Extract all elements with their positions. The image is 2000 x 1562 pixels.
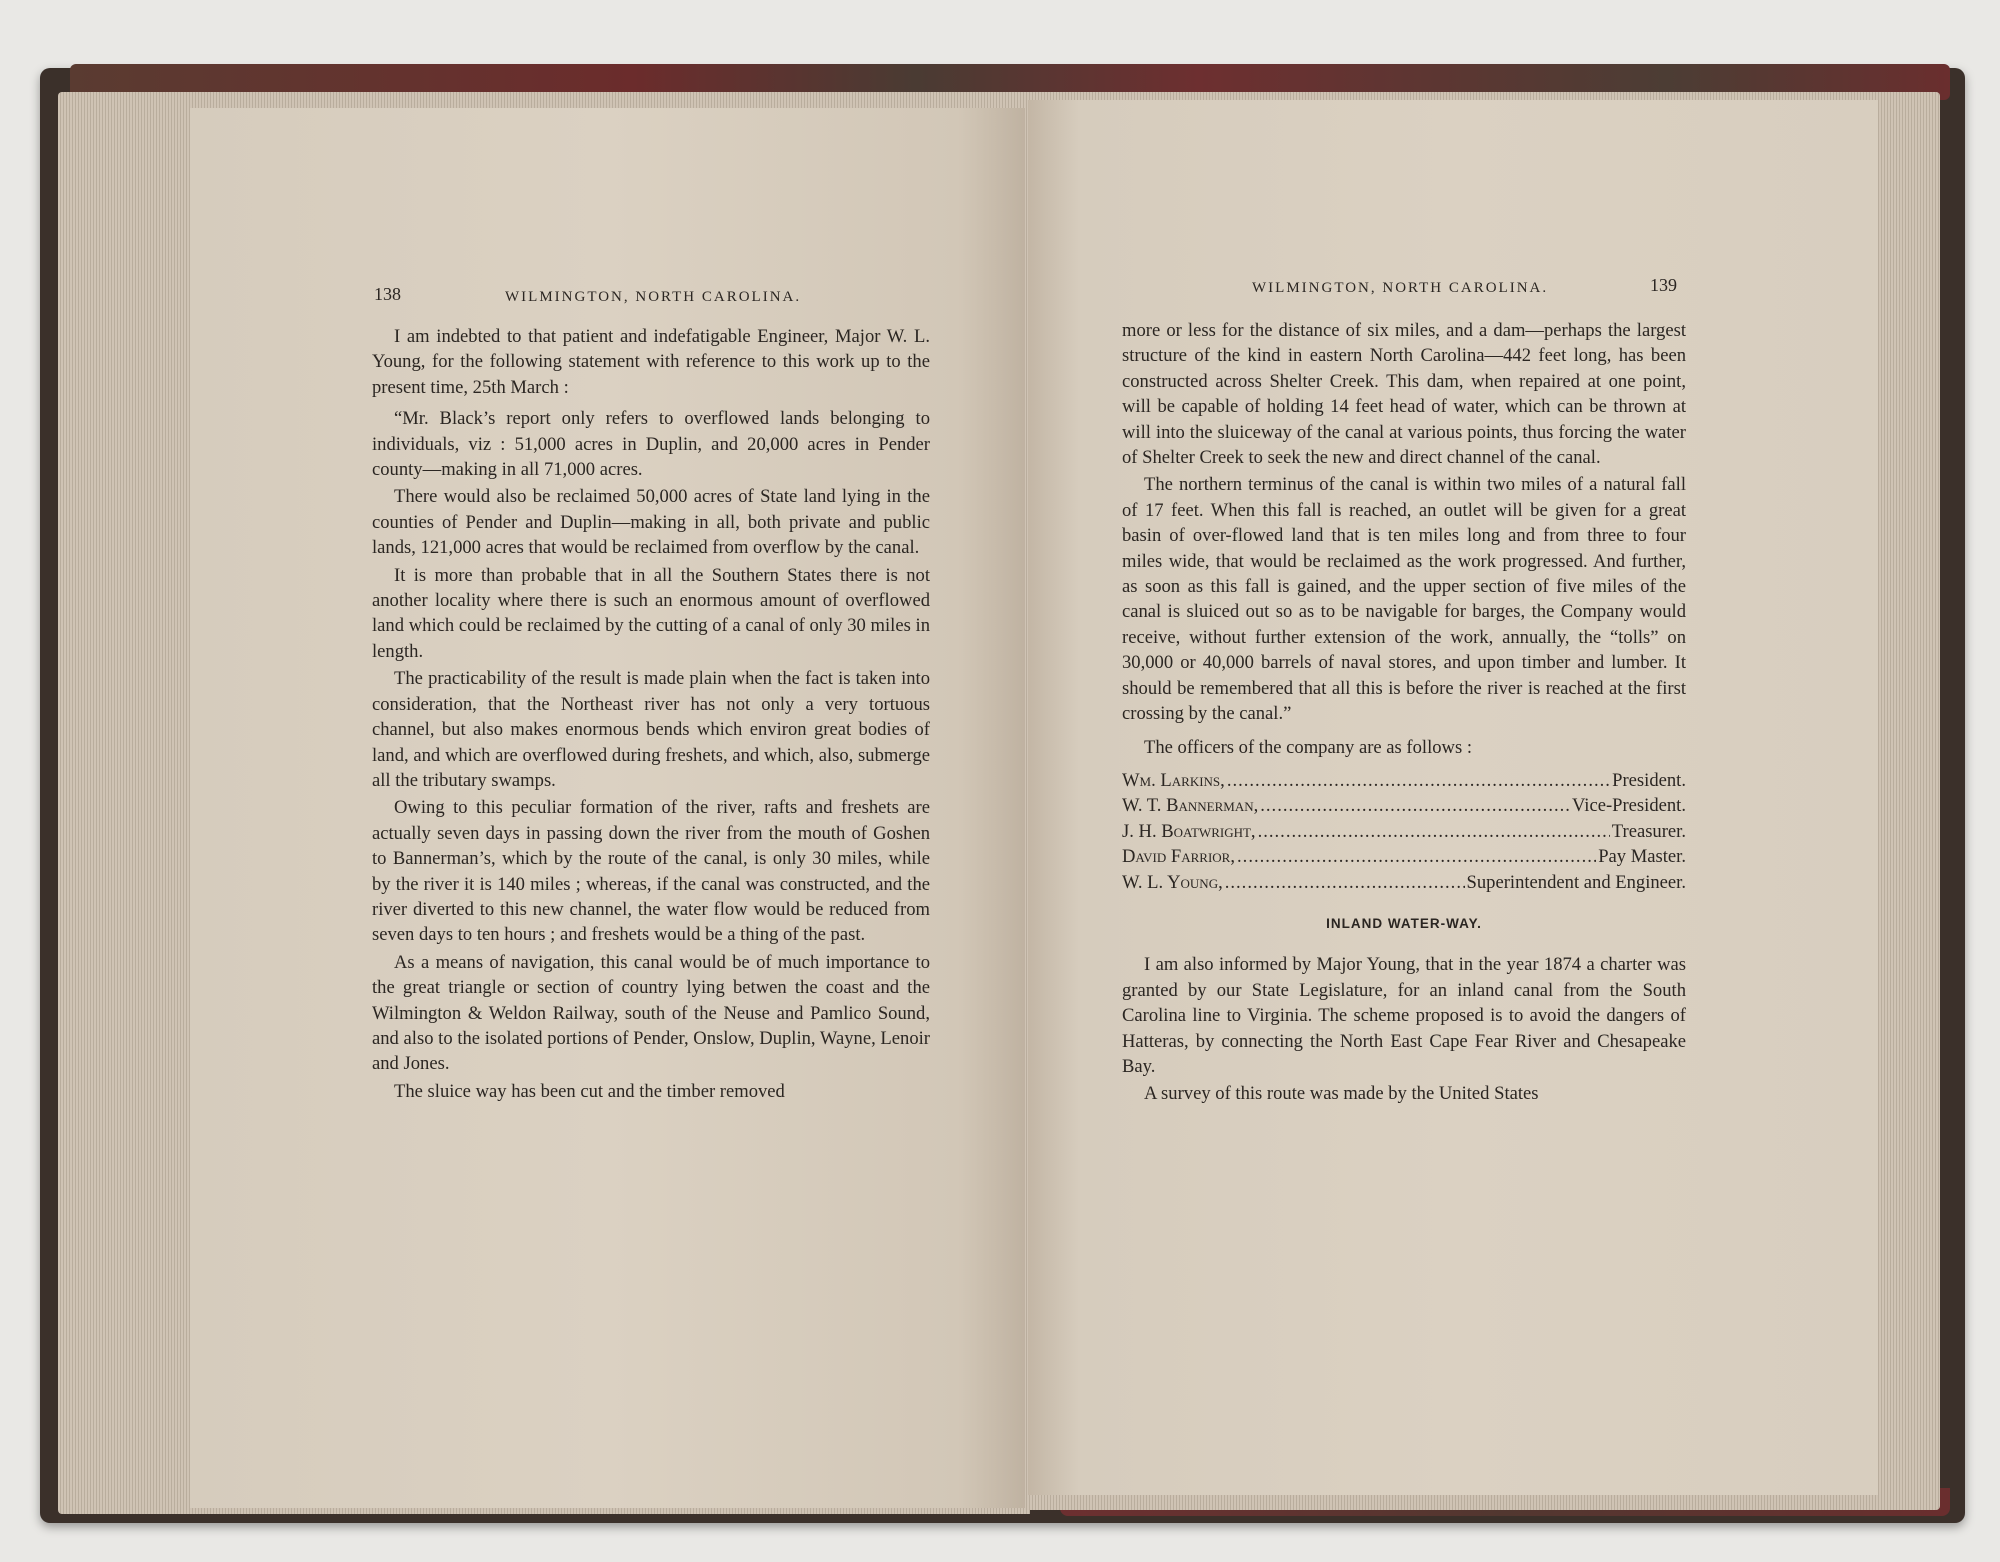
page-number-right: 139: [1650, 275, 1677, 295]
officers-list: [1122, 768, 1686, 895]
left-page-body: [372, 324, 930, 1106]
running-head-left: WILMINGTON, NORTH CAROLINA.: [505, 289, 802, 305]
left-page: [190, 108, 1025, 1508]
right-page-body: [1122, 318, 1686, 1109]
paragraph: “Mr. Black’s report only refers to overflowed lands belonging to individuals, viz : 51,000 acres in Duplin, and 20,000 acres in Pender county—making in all 71,000 acres.: [372, 408, 930, 481]
officer-row: [1122, 793, 1686, 818]
paragraph: It is more than probable that in all the Southern States there is not another locality where there is such an enormous amount of overflowed land which could be reclaimed by the cutting of a canal of only 30 miles in length.: [372, 564, 930, 662]
officer-title: President.: [1612, 769, 1686, 791]
officer-name: Wm. Larkins,: [1122, 769, 1225, 791]
paragraph: A survey of this route was made by the United States: [1144, 1083, 1539, 1105]
officer-title: Superintendent and Engineer.: [1466, 871, 1686, 893]
officer-title: Vice-President.: [1571, 795, 1686, 817]
officer-title: Pay Master.: [1598, 846, 1686, 868]
paragraph: Owing to this peculiar formation of the river, rafts and freshets are actually seven days in passing down the river from the mouth of Goshen to Bannerman’s, which by the route of the canal, is only 30 miles, while by the river it is 140 miles ; whereas, if the canal was constructed, and the river diverted to this new channel, the water flow would be reduced from seven days to ten hours ; and freshets would be a thing of the past.: [372, 797, 930, 946]
paragraph: There would also be reclaimed 50,000 acres of State land lying in the counties of Pender and Duplin—making in all, both private and public lands, 121,000 acres that would be reclaimed from overflow by the canal.: [372, 486, 930, 559]
dot-leader: [1237, 844, 1596, 869]
paragraph: The officers of the company are as follows :: [1144, 736, 1473, 758]
paragraph: I am indebted to that patient and indefatigable Engineer, Major W. L. Young, for the following statement with reference to this work up to the present time, 25th March :: [372, 326, 930, 398]
officer-row: [1122, 819, 1686, 844]
officer-name: W. L. Young,: [1122, 871, 1223, 893]
paragraph: The practicability of the result is made plain when the fact is taken into consideration, that the Northeast river has not only a very tortuous channel, but also makes enormous bends which environ great bodies of land, and which are overflowed during freshets, and which, also, submerge all the tributary swamps.: [372, 668, 930, 791]
officer-name: J. H. Boatwright,: [1122, 820, 1256, 842]
paragraph: I am also informed by Major Young, that in the year 1874 a charter was granted by our State Legislature, for an inland canal from the South Carolina line to Virginia. The scheme proposed is to avoid the dangers of Hatteras, by connecting the North East Cape Fear River and Chesapeake Bay.: [1122, 954, 1686, 1077]
paragraph: more or less for the distance of six miles, and a dam—perhaps the largest structure of the kind in eastern North Carolina—442 feet long, has been constructed across Shelter Creek. This dam, when repaired at one point, will be capable of holding 14 feet head of water, which can be thrown at will into the sluiceway of the canal at various points, thus forcing the water of Shelter Creek to seek the new and direct channel of the canal.: [1122, 320, 1686, 469]
dot-leader: [1227, 768, 1610, 793]
officer-name: David Farrior,: [1122, 846, 1236, 868]
section-heading: INLAND WATER-WAY.: [1326, 915, 1482, 931]
officer-name: W. T. Bannerman,: [1122, 795, 1259, 817]
page-number-left: 138: [374, 284, 401, 304]
officer-title: Treasurer.: [1611, 820, 1686, 842]
right-page: [1028, 100, 1878, 1495]
officer-row: [1122, 870, 1686, 895]
paragraph: The northern terminus of the canal is within two miles of a natural fall of 17 feet. When this fall is reached, an outlet will be given for a great basin of over-flowed land that is ten miles long and from three to four miles wide, that would be reclaimed as the work progressed. And further, as soon as this fall is gained, and the upper section of five miles of the canal is sluiced out so as to be navigable for barges, the Company would receive, without further extension of the work, annually, the “tolls” on 30,000 or 40,000 barrels of naval stores, and upon timber and lumber. It should be remembered that all this is before the river is reached at the first crossing by the canal.”: [1122, 474, 1686, 725]
dot-leader: [1260, 793, 1570, 818]
paragraph: The sluice way has been cut and the timber removed: [394, 1080, 785, 1102]
officer-row: [1122, 768, 1686, 793]
paragraph: As a means of navigation, this canal would be of much importance to the great triangle or section of country lying betwen the coast and the Wilmington & Weldon Railway, south of the Neuse and Pamlico Sound, and also to the isolated portions of Pender, Onslow, Duplin, Wayne, Lenoir and Jones.: [372, 951, 930, 1075]
dot-leader: [1225, 870, 1465, 895]
officer-row: [1122, 844, 1686, 869]
dot-leader: [1258, 819, 1610, 844]
running-head-right: WILMINGTON, NORTH CAROLINA.: [1252, 280, 1549, 296]
